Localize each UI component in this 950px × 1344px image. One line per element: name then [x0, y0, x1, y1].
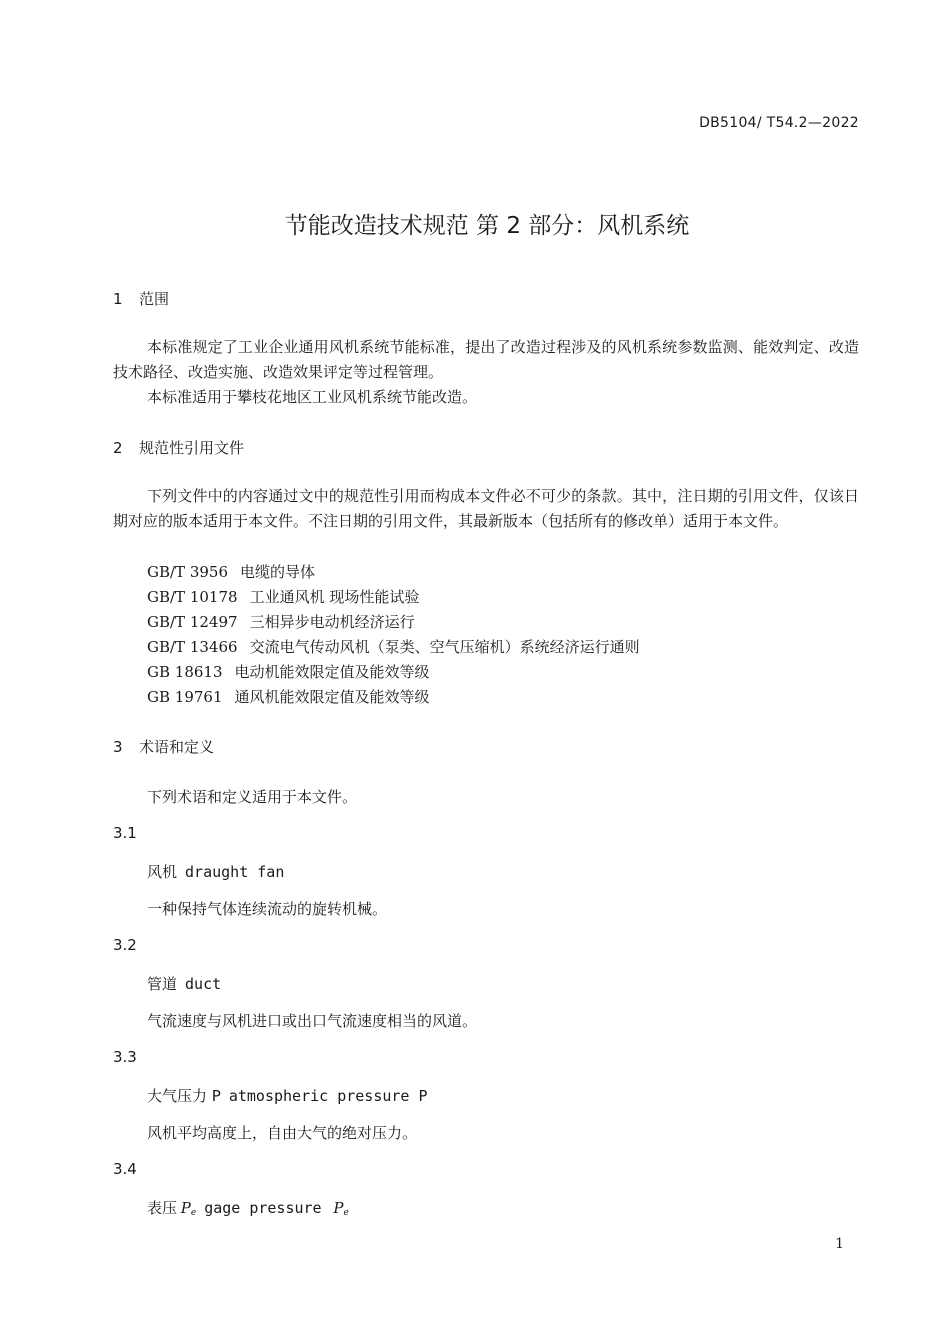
reference-name: 工业通风机 现场性能试验	[249, 588, 420, 606]
term-number: 3.2	[113, 936, 137, 954]
reference-name: 电动机能效限定值及能效等级	[234, 663, 430, 681]
term-number: 3.4	[113, 1160, 137, 1178]
scope-paragraph-1: 本标准规定了工业企业通用风机系统节能标准，提出了改造过程涉及的风机系统参数监测、能效判定、改造技术路径、改造实施、改造效果评定等过程管理。	[113, 338, 859, 381]
reference-item	[147, 661, 430, 682]
document-title: 节能改造技术规范 第 2 部分：风机系统	[284, 213, 690, 239]
section-number: 3	[113, 738, 123, 756]
term-english: duct	[185, 975, 222, 993]
term-english: draught fan	[185, 863, 285, 881]
page-number: 1	[835, 1236, 844, 1252]
term-chinese: 风机	[147, 863, 178, 881]
term-entry	[147, 973, 221, 994]
reference-item	[147, 561, 315, 582]
terms-intro: 下列术语和定义适用于本文件。	[147, 788, 358, 806]
term-number: 3.1	[113, 824, 137, 842]
reference-code: GB 19761	[147, 688, 223, 706]
term-chinese: 大气压力 P	[147, 1087, 221, 1105]
scope-paragraph-2: 本标准适用于攀枝花地区工业风机系统节能改造。	[147, 388, 478, 406]
document-number: DB5104/ T54.2—2022	[699, 115, 859, 131]
term-definition: 气流速度与风机进口或出口气流速度相当的风道。	[147, 1012, 478, 1030]
reference-name: 三相异步电动机经济运行	[249, 613, 415, 631]
reference-item	[147, 586, 419, 607]
section-title: 规范性引用文件	[139, 439, 245, 457]
reference-name: 电缆的导体	[240, 563, 316, 581]
section-title: 术语和定义	[139, 738, 215, 756]
term-definition: 风机平均高度上，自由大气的绝对压力。	[147, 1124, 418, 1142]
term-chinese: 表压	[147, 1199, 178, 1217]
term-symbol: $P_e$	[333, 1199, 349, 1218]
reference-name: 通风机能效限定值及能效等级	[234, 688, 430, 706]
term-definition: 一种保持气体连续流动的旋转机械。	[147, 900, 388, 918]
section-number: 1	[113, 290, 123, 308]
reference-item	[147, 686, 430, 707]
section-heading-normative-references	[113, 437, 244, 458]
term-chinese: 管道	[147, 975, 178, 993]
term-entry	[147, 861, 284, 882]
reference-code: GB 18613	[147, 663, 223, 681]
section-number: 2	[113, 439, 123, 457]
reference-code: GB/T 10178	[147, 588, 238, 606]
section-heading-scope	[113, 288, 169, 309]
section-title: 范围	[139, 290, 170, 308]
term-english: gage pressure	[204, 1199, 322, 1217]
reference-code: GB/T 13466	[147, 638, 238, 656]
reference-item	[147, 636, 640, 657]
reference-code: GB/T 12497	[147, 613, 238, 631]
reference-item	[147, 611, 415, 632]
term-symbol: $P_e$	[180, 1199, 197, 1218]
term-entry	[147, 1197, 349, 1218]
reference-code: GB/T 3956	[147, 563, 229, 581]
term-number: 3.3	[113, 1048, 137, 1066]
section-heading-terms	[113, 736, 214, 757]
term-entry	[147, 1085, 428, 1106]
references-intro: 下列文件中的内容通过文中的规范性引用而构成本文件必不可少的条款。其中，注日期的引用文件，仅该日期对应的版本适用于本文件。不注日期的引用文件，其最新版本（包括所有的修改单）适用于本文件。	[113, 487, 859, 530]
term-english: atmospheric pressure P	[228, 1087, 428, 1105]
reference-name: 交流电气传动风机（泵类、空气压缩机）系统经济运行通则	[249, 638, 640, 656]
